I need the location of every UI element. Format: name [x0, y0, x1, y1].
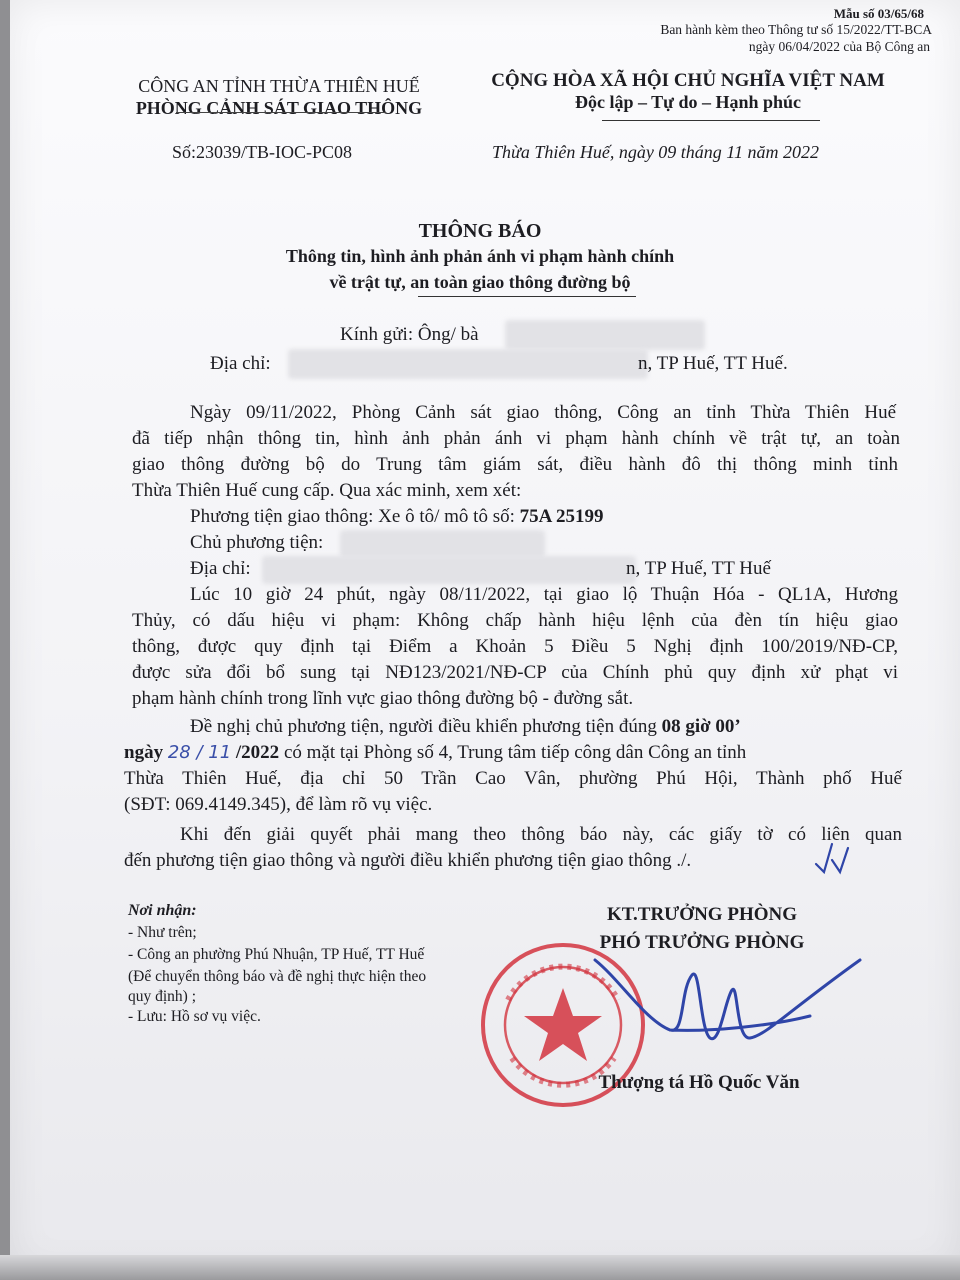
- violation-line2: Thủy, có dấu hiệu vi phạm: Không chấp hành hiệu lệnh của đèn tín hiệu giao: [132, 610, 898, 631]
- request-line4: (SĐT: 069.4149.345), để làm rõ vụ việc.: [124, 794, 433, 815]
- document-subtitle-1: Thông tin, hình ảnh phản ánh vi phạm hành chính: [285, 246, 675, 266]
- appointment-time: 08 giờ 00’: [661, 716, 741, 737]
- owner-label: Chủ phương tiện:: [190, 532, 324, 553]
- request-line1: [190, 716, 741, 738]
- form-number: Mẫu số 03/65/68: [833, 6, 924, 21]
- signature-title-1: KT.TRƯỞNG PHÒNG: [607, 904, 797, 925]
- recipient-item: - Công an phường Phú Nhuận, TP Huế, TT Huế: [128, 946, 425, 963]
- violation-line5: phạm hành chính trong lĩnh vực giao thông đường bộ - đường sắt.: [132, 688, 634, 709]
- place-and-date: Thừa Thiên Huế, ngày 09 tháng 11 năm 2022: [492, 142, 819, 162]
- desk-shadow: [0, 1255, 960, 1280]
- request-line2: ngày 28 / 11 /2022 có mặt tại Phòng số 4, Trung tâm tiếp công dân Công an tỉnh: [124, 742, 747, 763]
- department-underline: [176, 112, 386, 113]
- signer-name: Thượng tá Hồ Quốc Văn: [598, 1072, 800, 1093]
- handwritten-month: 11: [208, 742, 232, 763]
- address-tail: n, TP Huế, TT Huế.: [638, 353, 788, 374]
- para1-line2: đã tiếp nhận thông tin, hình ảnh phản ánh vi phạm hành chính về trật tự, an toàn: [132, 428, 900, 449]
- initial-mark: [812, 838, 852, 878]
- appointment-year: /2022: [235, 742, 280, 763]
- violation-line3: thông, được quy định tại Điểm a Khoản 5 Điều 5 Nghị định 100/2019/NĐ-CP,: [132, 636, 898, 657]
- request-line2-text: có mặt tại Phòng số 4, Trung tâm tiếp công dân Công an tỉnh: [283, 742, 747, 763]
- document-title: THÔNG BÁO: [418, 220, 542, 242]
- vehicle-label: Phương tiện giao thông: Xe ô tô/ mô tô số:: [190, 506, 515, 527]
- recipient-item: - Lưu: Hồ sơ vụ việc.: [128, 1008, 261, 1025]
- recipients-title: Nơi nhận:: [128, 902, 197, 919]
- redacted-name: [505, 320, 705, 350]
- address-label: Địa chỉ:: [210, 353, 271, 374]
- request-line1-text: Đề nghị chủ phương tiện, người điều khiển phương tiện đúng: [190, 716, 657, 737]
- redacted-owner-address: [262, 556, 636, 584]
- owner-address-label: Địa chỉ:: [190, 558, 251, 579]
- document-subtitle-2: về trật tự, an toàn giao thông đường bộ: [329, 272, 631, 292]
- signature-title-2: PHÓ TRƯỞNG PHÒNG: [599, 932, 805, 953]
- para1-line4: Thừa Thiên Huế cung cấp. Qua xác minh, xem xét:: [132, 480, 522, 501]
- vehicle-info: [190, 506, 604, 528]
- handwritten-signature: [560, 920, 900, 1080]
- redacted-address: [288, 349, 648, 379]
- para1-line3: giao thông đường bộ do Trung tâm giám sát, điều hành đô thị thông minh tỉnh: [132, 454, 898, 475]
- form-issued-with: Ban hành kèm theo Thông tư số 15/2022/TT-BCA: [660, 22, 932, 37]
- national-motto: Độc lập – Tự do – Hạnh phúc: [574, 92, 802, 112]
- violation-line4: được sửa đổi bổ sung tại NĐ123/2021/NĐ-CP của Chính phủ quy định xử phạt vi: [132, 662, 898, 683]
- agency-name: CÔNG AN TỈNH THỪA THIÊN HUẾ: [138, 76, 420, 96]
- recipient-item: (Để chuyển thông báo và đề nghị thực hiện theo: [128, 968, 427, 985]
- motto-underline: [602, 120, 820, 121]
- form-issued-date: ngày 06/04/2022 của Bộ Công an: [748, 39, 930, 54]
- redacted-owner: [340, 530, 545, 558]
- handwritten-day: 28: [167, 742, 191, 763]
- owner-address-tail: n, TP Huế, TT Huế: [626, 558, 771, 579]
- violation-line1: Lúc 10 giờ 24 phút, ngày 08/11/2022, tại giao lộ Thuận Hóa - QL1A, Hương: [190, 584, 898, 605]
- national-header-block: [458, 70, 918, 113]
- recipient-item: - Như trên;: [128, 924, 197, 941]
- closing-line2: đến phương tiện giao thông và người điều khiển phương tiện giao thông ./.: [124, 850, 692, 871]
- department-name: PHÒNG CẢNH SÁT GIAO THÔNG: [135, 98, 423, 118]
- subtitle-underline: [418, 296, 636, 297]
- salutation: Kính gửi: Ông/ bà: [340, 324, 479, 345]
- request-line3: Thừa Thiên Huế, địa chỉ 50 Trần Cao Vân, phường Phú Hội, Thành phố Huế: [124, 768, 902, 789]
- document-number: Số:23039/TB-IOC-PC08: [172, 142, 353, 162]
- vehicle-plate: 75A 25199: [519, 506, 604, 527]
- para1-line1: Ngày 09/11/2022, Phòng Cảnh sát giao thông, Công an tỉnh Thừa Thiên Huế: [190, 402, 896, 423]
- recipient-item: quy định) ;: [128, 988, 197, 1005]
- closing-line1: Khi đến giải quyết phải mang theo thông báo này, các giấy tờ có liên quan: [180, 824, 902, 845]
- appointment-day-label: ngày: [124, 742, 164, 763]
- nation-name: CỘNG HÒA XÃ HỘI CHỦ NGHĨA VIỆT NAM: [491, 70, 885, 91]
